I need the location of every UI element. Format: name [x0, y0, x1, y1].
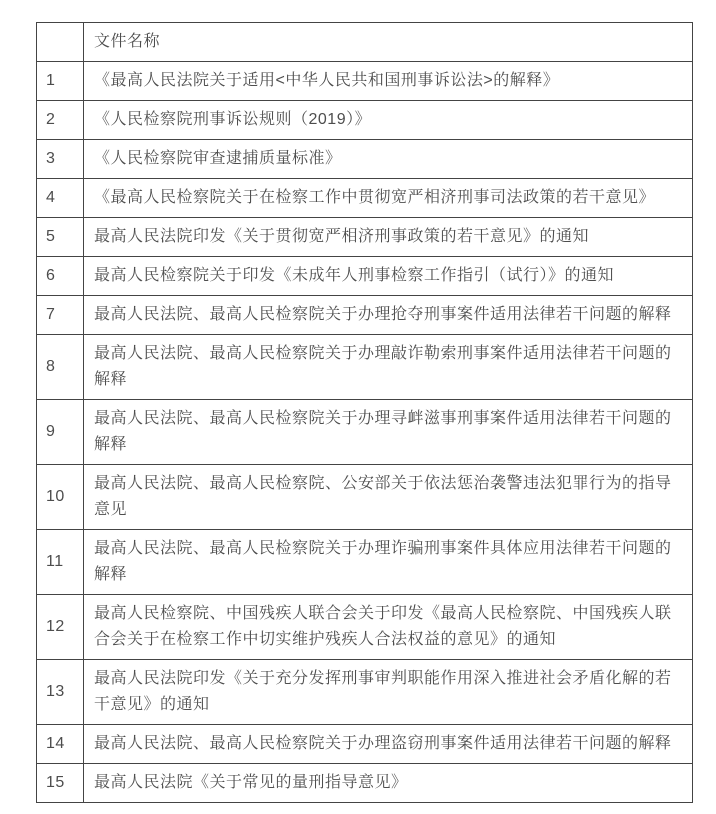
table-row: [37, 101, 693, 140]
header-name-cell: 文件名称: [84, 23, 693, 62]
table-row: [37, 725, 693, 764]
table-row: [37, 400, 693, 465]
document-title: 最高人民法院、最高人民检察院关于办理诈骗刑事案件具体应用法律若干问题的解释: [84, 530, 693, 595]
row-index: 3: [37, 140, 84, 179]
row-index: 7: [37, 296, 84, 335]
document-title: 最高人民法院印发《关于充分发挥刑事审判职能作用深入推进社会矛盾化解的若干意见》的通知: [84, 660, 693, 725]
document-title: 《人民检察院审查逮捕质量标准》: [84, 140, 693, 179]
document-title: 最高人民法院、最高人民检察院关于办理敲诈勒索刑事案件适用法律若干问题的解释: [84, 335, 693, 400]
document-title: 最高人民检察院关于印发《未成年人刑事检察工作指引（试行）》的通知: [84, 257, 693, 296]
table-row: [37, 296, 693, 335]
table-header-row: [37, 23, 693, 62]
document-title: 最高人民法院、最高人民检察院关于办理寻衅滋事刑事案件适用法律若干问题的解释: [84, 400, 693, 465]
table-row: [37, 465, 693, 530]
table-row: [37, 179, 693, 218]
row-index: 6: [37, 257, 84, 296]
document-title: 最高人民法院、最高人民检察院关于办理抢夺刑事案件适用法律若干问题的解释: [84, 296, 693, 335]
row-index: 15: [37, 764, 84, 803]
table-row: [37, 62, 693, 101]
row-index: 10: [37, 465, 84, 530]
table-row: [37, 257, 693, 296]
row-index: 8: [37, 335, 84, 400]
document-title: 《人民检察院刑事诉讼规则（2019）》: [84, 101, 693, 140]
row-index: 2: [37, 101, 84, 140]
table-row: [37, 764, 693, 803]
document-title: 《最高人民检察院关于在检察工作中贯彻宽严相济刑事司法政策的若干意见》: [84, 179, 693, 218]
table-row: [37, 530, 693, 595]
table-row: [37, 140, 693, 179]
row-index: 1: [37, 62, 84, 101]
table-row: [37, 595, 693, 660]
document-title: 最高人民法院、最高人民检察院关于办理盗窃刑事案件适用法律若干问题的解释: [84, 725, 693, 764]
row-index: 5: [37, 218, 84, 257]
document-title: 最高人民检察院、中国残疾人联合会关于印发《最高人民检察院、中国残疾人联合会关于在检察工作中切实维护残疾人合法权益的意见》的通知: [84, 595, 693, 660]
row-index: 9: [37, 400, 84, 465]
document-title: 最高人民法院、最高人民检察院、公安部关于依法惩治袭警违法犯罪行为的指导意见: [84, 465, 693, 530]
table-row: [37, 218, 693, 257]
row-index: 11: [37, 530, 84, 595]
row-index: 12: [37, 595, 84, 660]
table-row: [37, 660, 693, 725]
row-index: 14: [37, 725, 84, 764]
row-index: 4: [37, 179, 84, 218]
row-index: 13: [37, 660, 84, 725]
document-list-table: [36, 22, 693, 803]
document-title: 最高人民法院印发《关于贯彻宽严相济刑事政策的若干意见》的通知: [84, 218, 693, 257]
header-index-cell: [37, 23, 84, 62]
document-title: 《最高人民法院关于适用<中华人民共和国刑事诉讼法>的解释》: [84, 62, 693, 101]
table-row: [37, 335, 693, 400]
document-title: 最高人民法院《关于常见的量刑指导意见》: [84, 764, 693, 803]
